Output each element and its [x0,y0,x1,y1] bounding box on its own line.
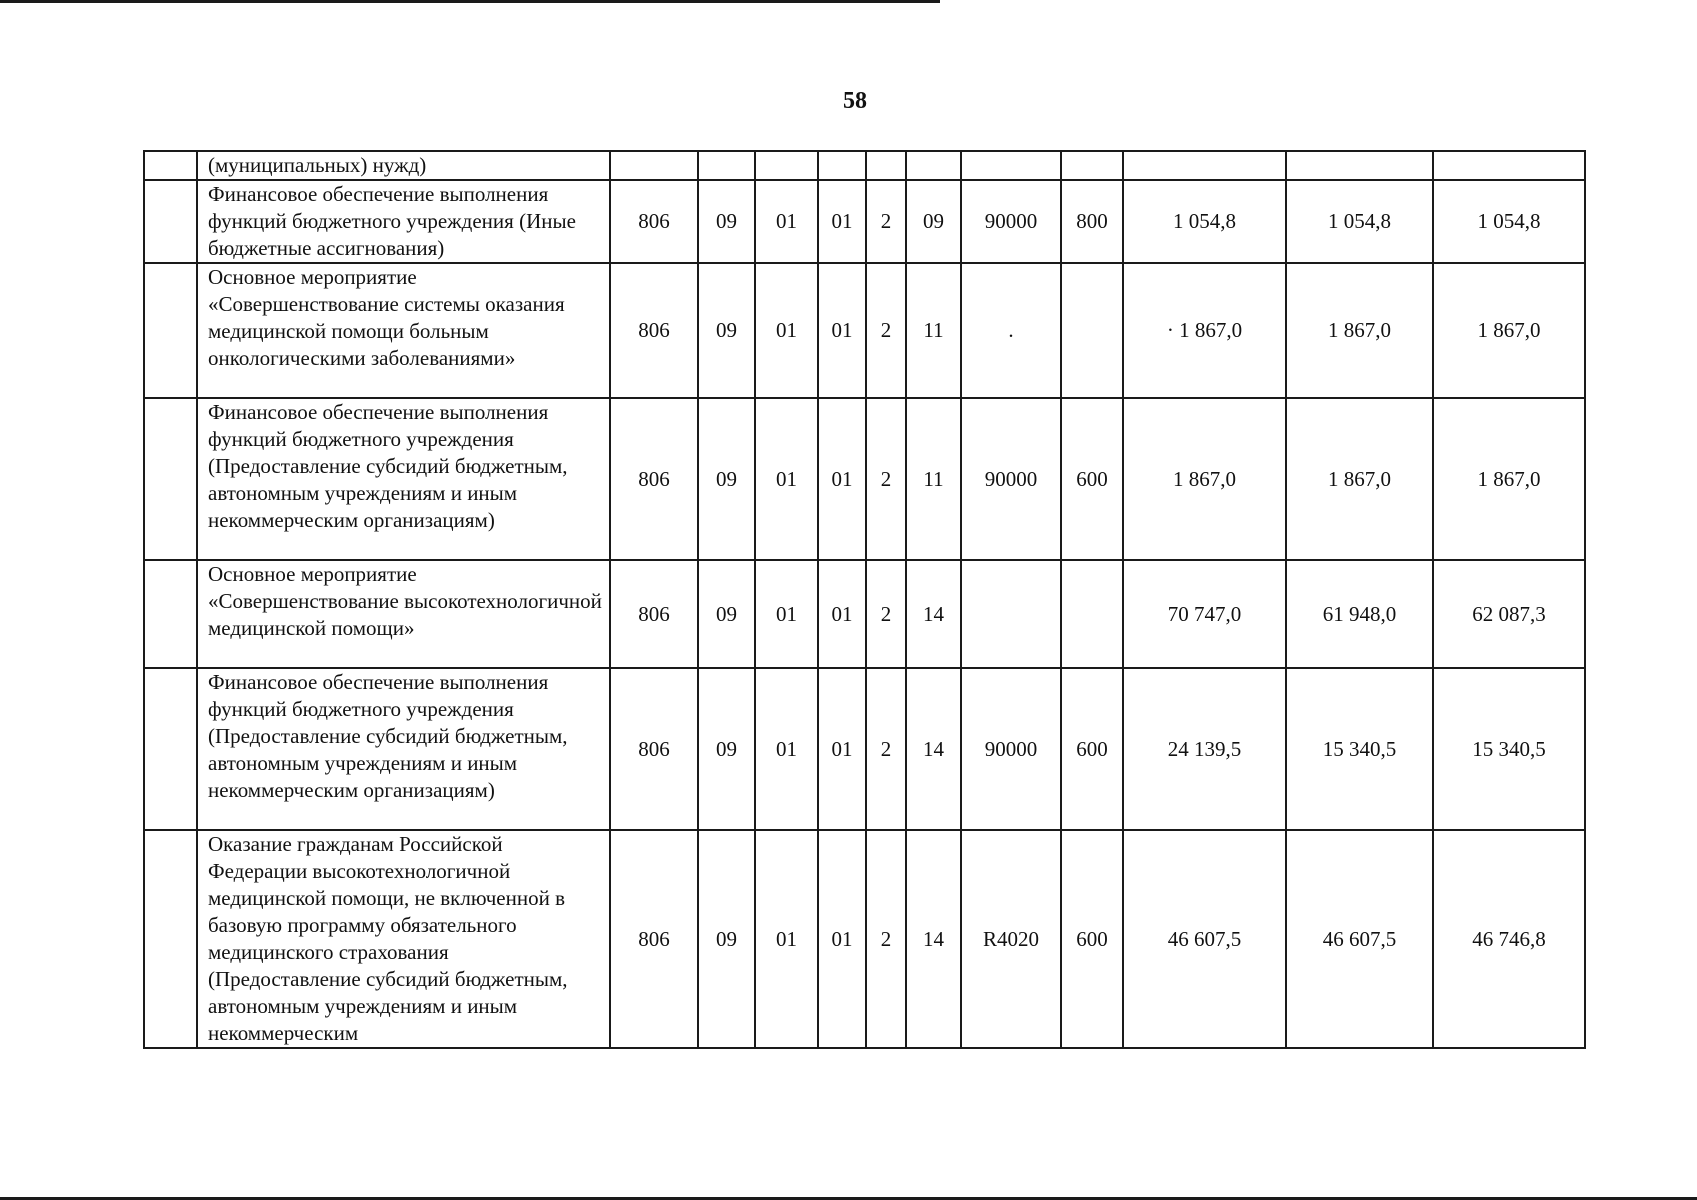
year1-amount-cell: 1 054,8 [1123,180,1286,263]
year2-amount-cell: 1 867,0 [1286,398,1433,560]
subsection-code-cell: 01 [755,830,818,1048]
ministry-code-cell [610,151,698,180]
scan-top-edge [0,0,940,3]
description-cell: Финансовое обеспечение выполнения функций бюджетного учреждения (Иные бюджетные ассигнования) [197,180,610,263]
description-cell: Финансовое обеспечение выполнения функций бюджетного учреждения (Предоставление субсидий бюджетным, автономным учреждениям и иным некоммерческим организациям) [197,398,610,560]
year1-amount-cell: 1 867,0 [1123,398,1286,560]
table-row [144,263,1585,398]
row-number-cell [144,263,197,398]
ministry-code-cell: 806 [610,180,698,263]
description-cell: Основное мероприятие «Совершенствование системы оказания медицинской помощи больным онкологическими заболеваниями» [197,263,610,398]
subsection-code-cell: 01 [755,398,818,560]
expense-type-cell [1061,263,1123,398]
table-row [144,180,1585,263]
program-code-cell: 01 [818,180,866,263]
year2-amount-cell [1286,151,1433,180]
description-cell: Основное мероприятие «Совершенствование высокотехнологичной медицинской помощи» [197,560,610,668]
row-number-cell [144,830,197,1048]
subprogram-code-cell: 2 [866,668,906,830]
expense-type-cell [1061,560,1123,668]
direction-code-cell: 90000 [961,668,1061,830]
direction-code-cell: R4020 [961,830,1061,1048]
event-code-cell: 11 [906,398,961,560]
direction-code-cell [961,560,1061,668]
subprogram-code-cell: 2 [866,830,906,1048]
year2-amount-cell: 1 054,8 [1286,180,1433,263]
year3-amount-cell: 62 087,3 [1433,560,1585,668]
year2-amount-cell: 61 948,0 [1286,560,1433,668]
section-code-cell: 09 [698,398,755,560]
subprogram-code-cell: 2 [866,180,906,263]
section-code-cell [698,151,755,180]
ministry-code-cell: 806 [610,830,698,1048]
row-number-cell [144,180,197,263]
year3-amount-cell: 1 867,0 [1433,398,1585,560]
section-code-cell: 09 [698,830,755,1048]
subprogram-code-cell: 2 [866,398,906,560]
subsection-code-cell: 01 [755,263,818,398]
table-row [144,151,1585,180]
expense-type-cell [1061,151,1123,180]
program-code-cell: 01 [818,560,866,668]
row-number-cell [144,668,197,830]
direction-code-cell: 90000 [961,398,1061,560]
event-code-cell [906,151,961,180]
program-code-cell: 01 [818,398,866,560]
subsection-code-cell: 01 [755,668,818,830]
event-code-cell: 09 [906,180,961,263]
event-code-cell: 11 [906,263,961,398]
year2-amount-cell: 15 340,5 [1286,668,1433,830]
subprogram-code-cell: 2 [866,560,906,668]
budget-table [143,150,1586,1049]
direction-code-cell: 90000 [961,180,1061,263]
ministry-code-cell: 806 [610,560,698,668]
ministry-code-cell: 806 [610,398,698,560]
event-code-cell: 14 [906,830,961,1048]
subsection-code-cell: 01 [755,560,818,668]
program-code-cell: 01 [818,263,866,398]
year3-amount-cell: 1 054,8 [1433,180,1585,263]
description-cell: Финансовое обеспечение выполнения функций бюджетного учреждения (Предоставление субсидий бюджетным, автономным учреждениям и иным некоммерческим организациям) [197,668,610,830]
table-row [144,560,1585,668]
year2-amount-cell: 46 607,5 [1286,830,1433,1048]
subprogram-code-cell: 2 [866,263,906,398]
section-code-cell: 09 [698,263,755,398]
program-code-cell: 01 [818,668,866,830]
row-number-cell [144,560,197,668]
event-code-cell: 14 [906,560,961,668]
page-number: 58 [843,88,867,114]
expense-type-cell: 600 [1061,398,1123,560]
year1-amount-cell: 46 607,5 [1123,830,1286,1048]
year1-amount-cell: 24 139,5 [1123,668,1286,830]
direction-code-cell: . [961,263,1061,398]
expense-type-cell: 600 [1061,668,1123,830]
year2-amount-cell: 1 867,0 [1286,263,1433,398]
ministry-code-cell: 806 [610,668,698,830]
program-code-cell [818,151,866,180]
row-number-cell [144,398,197,560]
description-cell: (муниципальных) нужд) [197,151,610,180]
expense-type-cell: 600 [1061,830,1123,1048]
year3-amount-cell: 1 867,0 [1433,263,1585,398]
event-code-cell: 14 [906,668,961,830]
table-row [144,830,1585,1048]
section-code-cell: 09 [698,560,755,668]
table-row [144,398,1585,560]
expense-type-cell: 800 [1061,180,1123,263]
ministry-code-cell: 806 [610,263,698,398]
year1-amount-cell [1123,151,1286,180]
table-row [144,668,1585,830]
subsection-code-cell: 01 [755,180,818,263]
description-cell: Оказание гражданам Российской Федерации высокотехнологичной медицинской помощи, не включенной в базовую программу обязательного медицинского страхования (Предоставление субсидий бюджетным, автономным учреждениям и иным некоммерческим [197,830,610,1048]
section-code-cell: 09 [698,668,755,830]
row-number-cell [144,151,197,180]
subsection-code-cell [755,151,818,180]
year3-amount-cell [1433,151,1585,180]
year3-amount-cell: 46 746,8 [1433,830,1585,1048]
program-code-cell: 01 [818,830,866,1048]
section-code-cell: 09 [698,180,755,263]
direction-code-cell [961,151,1061,180]
year1-amount-cell: · 1 867,0 [1123,263,1286,398]
subprogram-code-cell [866,151,906,180]
year3-amount-cell: 15 340,5 [1433,668,1585,830]
year1-amount-cell: 70 747,0 [1123,560,1286,668]
